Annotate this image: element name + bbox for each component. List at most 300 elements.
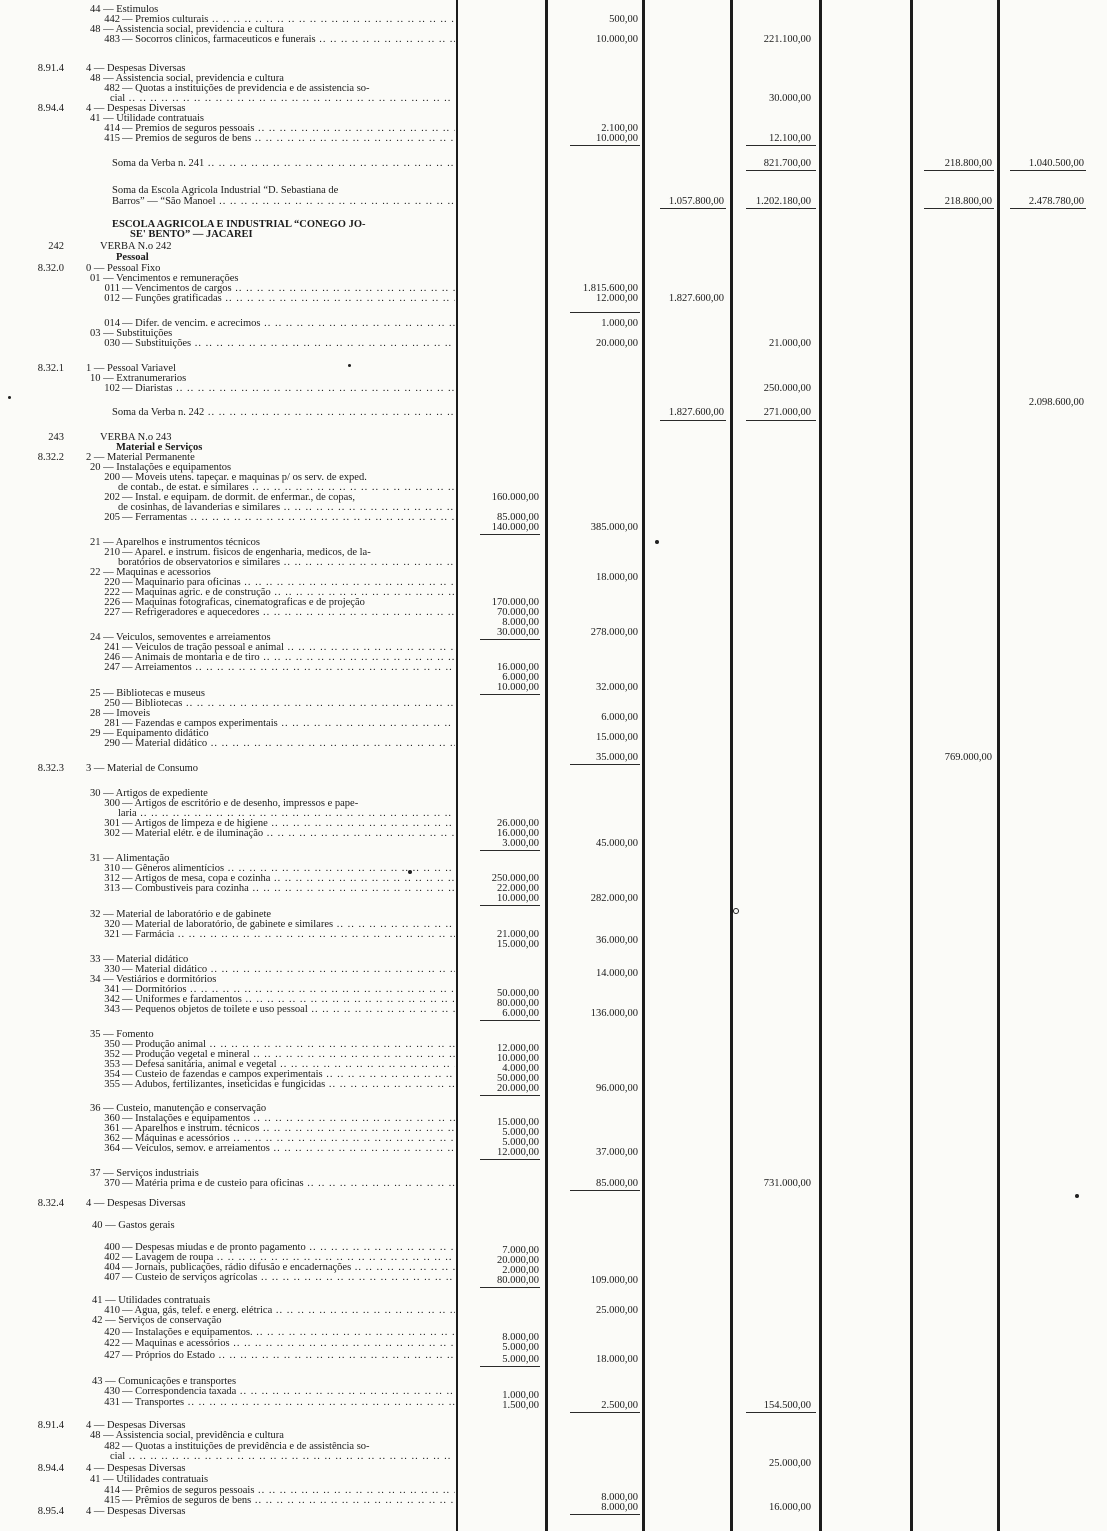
item-number: 200 [104, 472, 120, 483]
line-description: 37 — Serviços industriais [90, 1168, 199, 1179]
line-description: — Jornais, publicações, rádio difusão e encadernações .. .. [122, 1262, 455, 1273]
line-description: — Quotas a instituições de previdencia e de assistencia so- [122, 83, 370, 94]
line-description: — Material didático .. .. [122, 738, 455, 749]
item-number: 341 [104, 984, 120, 995]
item-number: 431 [104, 1397, 120, 1408]
line-description: — Matéria prima e de custeio para oficinas .. .. [122, 1178, 455, 1189]
item-number: 415 [104, 1495, 120, 1506]
line-description: — Dormitórios .. .. [122, 984, 455, 995]
amount-value: 30.000,00 [769, 93, 811, 104]
amount-line [0, 893, 1107, 904]
account-code: 242 [48, 241, 64, 252]
budget-line [0, 763, 1107, 774]
line-description: ESCOLA AGRICOLA E INDUSTRIAL “CONEGO JO- [112, 219, 366, 230]
amount-value: 218.800,00 [944, 196, 992, 207]
amount-value: 12.000,00 [596, 293, 638, 304]
item-number: 310 [104, 863, 120, 874]
item-number: 011 [104, 283, 120, 294]
sum-rule [746, 420, 816, 421]
account-code: 8.32.3 [37, 763, 64, 774]
line-description: 4 — Despesas Diversas [86, 103, 186, 114]
amount-value: 32.000,00 [596, 682, 638, 693]
line-description: 35 — Fomento [90, 1029, 154, 1040]
item-number: 205 [104, 512, 120, 523]
amount-value: 10.000,00 [596, 34, 638, 45]
amount-line [0, 1008, 1107, 1019]
sum-rule [480, 905, 540, 906]
item-number: 241 [104, 642, 120, 653]
amount-value: 1.827.600,00 [668, 407, 724, 418]
item-number: 210 [104, 547, 120, 558]
amount-value: 1.057.800,00 [668, 196, 724, 207]
line-description: — Pequenos objetos de toilete e uso pessoal .. .. [122, 1004, 455, 1015]
line-description: Material e Serviços [116, 442, 203, 453]
item-number: 402 [104, 1252, 120, 1263]
amount-line [0, 712, 1107, 723]
account-code: 8.32.4 [37, 1198, 64, 1209]
item-number: 360 [104, 1113, 120, 1124]
amount-value: 10.000,00 [497, 893, 539, 904]
amount-value: 80.000,00 [497, 998, 539, 1009]
amount-line [0, 14, 1107, 25]
amount-value: 5.000,00 [502, 1127, 539, 1138]
line-description: — Instal. e equipam. de dormit. de enfermar., de copas, [122, 492, 355, 503]
item-number: 246 [104, 652, 120, 663]
line-description: — Lavagem de roupa .. .. [122, 1252, 455, 1263]
amount-line [0, 1178, 1107, 1189]
line-description: — Produção animal .. .. [122, 1039, 455, 1050]
line-description: — Artigos de limpeza e de higiene .. .. [122, 818, 455, 829]
amount-value: 20.000,00 [497, 1255, 539, 1266]
sum-rule [480, 534, 540, 535]
line-description: — Maquinas e acessórios .. .. [122, 1338, 455, 1349]
amount-value: 6.000,00 [601, 712, 638, 723]
line-description: — Animais de montaria e de tiro .. .. [122, 652, 455, 663]
amount-value: 15.000,00 [497, 1117, 539, 1128]
item-number: 302 [104, 828, 120, 839]
line-description: — Produção vegetal e mineral .. .. [122, 1049, 455, 1060]
line-description: 32 — Material de laboratório e de gabinete [90, 909, 272, 920]
amount-value: 271.000,00 [763, 407, 811, 418]
amount-value: 250.000,00 [491, 873, 539, 884]
amount-line [0, 1083, 1107, 1094]
line-description: — Custeio de fazendas e campos experimentais .. .. [122, 1069, 455, 1080]
amount-line [0, 838, 1107, 849]
sum-rule [924, 208, 994, 209]
item-number: 281 [104, 718, 120, 729]
amount-value: 10.000,00 [497, 682, 539, 693]
amount-line [0, 383, 1107, 394]
amount-value: 8.000,00 [601, 1492, 638, 1503]
amount-value: 50.000,00 [497, 988, 539, 999]
account-code: 8.94.4 [37, 103, 64, 114]
line-description: 01 — Vencimentos e remunerações [90, 273, 239, 284]
item-number: 321 [104, 929, 120, 940]
amount-value: 385.000,00 [590, 522, 638, 533]
sum-rule [1010, 170, 1086, 171]
line-description: 22 — Maquinas e acessorios [90, 567, 211, 578]
amount-value: 21.000,00 [769, 338, 811, 349]
item-number: 361 [104, 1123, 120, 1134]
line-description: 36 — Custeio, manutenção e conservação [90, 1103, 267, 1114]
line-description: 1 — Pessoal Variavel [86, 363, 176, 374]
amount-value: 2.000,00 [502, 1265, 539, 1276]
amount-value: 18.000,00 [596, 1354, 638, 1365]
line-description: 40 — Gastos gerais [92, 1220, 175, 1231]
sum-rule [924, 170, 994, 171]
amount-line [0, 133, 1107, 144]
line-description: — Maquinario para oficinas .. .. [122, 577, 455, 588]
item-number: 227 [104, 607, 120, 618]
line-description: cial .. .. [110, 93, 455, 104]
account-code: 8.94.4 [37, 1463, 64, 1474]
amount-line [0, 682, 1107, 693]
amount-value: 45.000,00 [596, 838, 638, 849]
amount-line [0, 407, 1107, 418]
item-number: 342 [104, 994, 120, 1005]
sum-rule [480, 1020, 540, 1021]
amount-value: 16.000,00 [769, 1502, 811, 1513]
amount-value: 282.000,00 [590, 893, 638, 904]
amount-line [0, 1342, 1107, 1353]
line-description: — Substituições .. .. [122, 338, 455, 349]
amount-value: 2.100,00 [601, 123, 638, 134]
amount-line [0, 522, 1107, 533]
line-description: 4 — Despesas Diversas [86, 1463, 186, 1474]
item-number: 414 [104, 1485, 120, 1496]
sum-rule [480, 1159, 540, 1160]
item-number: 014 [104, 318, 120, 329]
line-description: — Agua, gás, telef. e energ. elétrica .. .. [122, 1305, 455, 1316]
budget-line [0, 1220, 1107, 1231]
amount-value: 1.000,00 [601, 318, 638, 329]
line-description: 48 — Assistencia social, previdencia e cultura [90, 73, 284, 84]
line-description: 25 — Bibliotecas e museus [90, 688, 205, 699]
line-description: — Farmácia .. .. [122, 929, 455, 940]
amount-value: 10.000,00 [497, 1053, 539, 1064]
amount-line [0, 93, 1107, 104]
line-description: — Veiculos de tração pessoal e animal .. .. [122, 642, 455, 653]
line-description: 48 — Assistencia social, previdência e cultura [90, 1430, 284, 1441]
line-description: boratórios de observatorios e similares .. .. [118, 557, 455, 568]
amount-line [0, 1502, 1107, 1513]
line-description: Barros” — “São Manoel .. .. [112, 196, 455, 207]
line-description: — Transportes .. .. [122, 1397, 455, 1408]
amount-value: 1.000,00 [502, 1390, 539, 1401]
line-description: — Artigos de mesa, copa e cozinha .. .. [122, 873, 455, 884]
sum-rule [570, 1190, 640, 1191]
line-description: — Instalações e equipamentos. .. .. [122, 1327, 455, 1338]
line-description: — Moveis utens. tapeçar. e maquinas p/ os serv. de exped. [122, 472, 367, 483]
amount-value: 35.000,00 [596, 752, 638, 763]
amount-value: 26.000,00 [497, 818, 539, 829]
sum-rule [746, 170, 816, 171]
amount-value: 6.000,00 [502, 672, 539, 683]
amount-value: 12.000,00 [497, 1147, 539, 1158]
line-description: — Gêneros alimentícios .. .. [122, 863, 455, 874]
sum-rule [1010, 208, 1086, 209]
amount-value: 500,00 [609, 14, 638, 25]
line-description: 43 — Comunicações e transportes [92, 1376, 237, 1387]
sum-rule [746, 1412, 816, 1413]
amount-value: 12.000,00 [497, 1043, 539, 1054]
amount-value: 22.000,00 [497, 883, 539, 894]
item-number: 482 [104, 1441, 120, 1452]
amount-value: 18.000,00 [596, 572, 638, 583]
amount-value: 25.000,00 [596, 1305, 638, 1316]
amount-line [0, 1400, 1107, 1411]
amount-value: 1.202.180,00 [755, 196, 811, 207]
item-number: 355 [104, 1079, 120, 1090]
amount-value: 80.000,00 [497, 1275, 539, 1286]
line-description: — Material didático .. .. [122, 964, 455, 975]
line-description: — Premios de seguros de bens .. .. [122, 133, 455, 144]
line-description: 10 — Extranumerarios [90, 373, 187, 384]
line-description: — Funções gratificadas .. .. [122, 293, 455, 304]
line-description: 42 — Serviços de conservação [92, 1315, 222, 1326]
line-description: — Adubos, fertilizantes, inseticidas e fungicidas .. .. [122, 1079, 455, 1090]
amount-line [0, 492, 1107, 503]
line-description: 4 — Despesas Diversas [86, 1420, 186, 1431]
sum-rule [746, 208, 816, 209]
amount-value: 8.000,00 [502, 1332, 539, 1343]
item-number: 427 [104, 1350, 120, 1361]
amount-value: 5.000,00 [502, 1354, 539, 1365]
item-number: 407 [104, 1272, 120, 1283]
line-description: — Socorros clinicos, farmaceuticos e funerais .. .. [122, 34, 455, 45]
amount-value: 1.040.500,00 [1028, 158, 1084, 169]
line-description: — Prêmios de seguros pessoais .. .. [122, 1485, 455, 1496]
amount-value: 21.000,00 [497, 929, 539, 940]
item-number: 483 [104, 34, 120, 45]
amount-value: 7.000,00 [502, 1245, 539, 1256]
amount-value: 50.000,00 [497, 1073, 539, 1084]
item-number: 320 [104, 919, 120, 930]
item-number: 415 [104, 133, 120, 144]
amount-value: 8.000,00 [502, 617, 539, 628]
account-code: 8.91.4 [37, 1420, 64, 1431]
item-number: 370 [104, 1178, 120, 1189]
item-number: 442 [104, 14, 120, 25]
line-description: 4 — Despesas Diversas [86, 1506, 186, 1517]
line-description: 0 — Pessoal Fixo [86, 263, 161, 274]
line-description: 29 — Equipamento didático [90, 728, 209, 739]
amount-value: 170.000,00 [491, 597, 539, 608]
sum-rule [480, 1366, 540, 1367]
sum-rule [746, 145, 816, 146]
amount-value: 109.000,00 [590, 1275, 638, 1286]
sum-rule [480, 1287, 540, 1288]
line-description: — Artigos de escritório e de desenho, impressos e pape- [122, 798, 359, 809]
line-description: 31 — Alimentação [90, 853, 170, 864]
item-number: 420 [104, 1327, 120, 1338]
amount-value: 2.500,00 [601, 1400, 638, 1411]
amount-value: 1.827.600,00 [668, 293, 724, 304]
line-description: Soma da Verba n. 242 .. .. [112, 407, 455, 418]
amount-value: 1.500,00 [502, 1400, 539, 1411]
line-description: 03 — Substituições [90, 328, 173, 339]
line-description: — Correspondencia taxada .. .. [122, 1386, 455, 1397]
amount-value: 1.815.600,00 [582, 283, 638, 294]
line-description: 20 — Instalações e equipamentos [90, 462, 232, 473]
budget-line [0, 1474, 1107, 1485]
line-description: — Material de laboratório, de gabinete e similares .. .. [122, 919, 455, 930]
sum-rule [570, 312, 640, 313]
amount-value: 821.700,00 [763, 158, 811, 169]
amount-value: 769.000,00 [944, 752, 992, 763]
item-number: 030 [104, 338, 120, 349]
item-number: 250 [104, 698, 120, 709]
line-description: — Máquinas e acessórios .. .. [122, 1133, 455, 1144]
amount-line [0, 196, 1107, 207]
line-description: 44 — Estimulos [90, 4, 159, 15]
line-description: — Premios culturais .. .. [122, 14, 455, 25]
item-number: 330 [104, 964, 120, 975]
amount-value: 2.098.600,00 [1028, 397, 1084, 408]
amount-line [0, 752, 1107, 763]
line-description: 21 — Aparelhos e instrumentos técnicos [90, 537, 261, 548]
line-description: — Difer. de vencim. e acrecimos .. .. [122, 318, 455, 329]
budget-line [0, 229, 1107, 240]
line-description: — Bibliotecas .. .. [122, 698, 455, 709]
line-description: — Premios de seguros pessoais .. .. [122, 123, 455, 134]
item-number: 300 [104, 798, 120, 809]
line-description: — Maquinas agric. e de construção .. .. [122, 587, 455, 598]
amount-line [0, 732, 1107, 743]
line-description: SE' BENTO” — JACAREI [130, 229, 253, 240]
amount-value: 70.000,00 [497, 607, 539, 618]
line-description: — Material elétr. e de iluminação .. .. [122, 828, 455, 839]
line-description: de cosinhas, de lavanderias e similares .. .. [118, 502, 455, 513]
amount-value: 16.000,00 [497, 662, 539, 673]
item-number: 404 [104, 1262, 120, 1273]
line-description: 41 — Utilidades contratuais [90, 1474, 209, 1485]
line-description: 3 — Material de Consumo [86, 763, 198, 774]
amount-value: 16.000,00 [497, 828, 539, 839]
line-description: 2 — Material Permanente [86, 452, 195, 463]
amount-line [0, 1275, 1107, 1286]
line-description: 30 — Artigos de expediente [90, 788, 208, 799]
line-description: VERBA N.o 243 [100, 432, 172, 443]
item-number: 430 [104, 1386, 120, 1397]
budget-line [0, 1430, 1107, 1441]
amount-line [0, 968, 1107, 979]
line-description: — Maquinas fotograficas, cinematograficas e de projeção [122, 597, 365, 608]
amount-line [0, 627, 1107, 638]
line-description: — Ferramentas .. .. [122, 512, 455, 523]
line-description: 28 — Imoveis [90, 708, 151, 719]
line-description: — Defesa sanitária, animal e vegetal .. .. [122, 1059, 455, 1070]
item-number: 343 [104, 1004, 120, 1015]
line-description: — Instalações e equipamentos .. .. [122, 1113, 455, 1124]
amount-value: 218.800,00 [944, 158, 992, 169]
line-description: — Aparelhos e instrum. técnicos .. .. [122, 1123, 455, 1134]
sum-rule [480, 1095, 540, 1096]
amount-value: 160.000,00 [491, 492, 539, 503]
line-description: — Uniformes e fardamentos .. .. [122, 994, 455, 1005]
line-description: Soma da Escola Agricola Industrial “D. Sebastiana de [112, 185, 339, 196]
line-description: — Quotas a instituições de previdência e de assistência so- [122, 1441, 370, 1452]
line-description: 24 — Veiculos, semoventes e arreiamentos [90, 632, 271, 643]
amount-value: 20.000,00 [596, 338, 638, 349]
line-description: — Refrigeradores e aquecedores .. .. [122, 607, 455, 618]
amount-value: 278.000,00 [590, 627, 638, 638]
budget-line [0, 1198, 1107, 1209]
amount-value: 15.000,00 [596, 732, 638, 743]
amount-value: 15.000,00 [497, 939, 539, 950]
line-description: laria .. .. [118, 808, 455, 819]
line-description: 33 — Material didático [90, 954, 189, 965]
item-number: 312 [104, 873, 120, 884]
amount-value: 4.000,00 [502, 1063, 539, 1074]
amount-value: 14.000,00 [596, 968, 638, 979]
amount-value: 136.000,00 [590, 1008, 638, 1019]
amount-line [0, 293, 1107, 304]
amount-value: 85.000,00 [497, 512, 539, 523]
item-number: 482 [104, 83, 120, 94]
line-description: — Despesas miudas e de pronto pagamento .. .. [122, 1242, 455, 1253]
item-number: 247 [104, 662, 120, 673]
amount-value: 5.000,00 [502, 1342, 539, 1353]
amount-value: 3.000,00 [502, 838, 539, 849]
amount-value: 250.000,00 [763, 383, 811, 394]
item-number: 202 [104, 492, 120, 503]
account-code: 8.91.4 [37, 63, 64, 74]
amount-value: 25.000,00 [769, 1458, 811, 1469]
account-code: 8.32.2 [37, 452, 64, 463]
amount-value: 36.000,00 [596, 935, 638, 946]
account-code: 8.95.4 [37, 1506, 64, 1517]
item-number: 102 [104, 383, 120, 394]
amount-value: 96.000,00 [596, 1083, 638, 1094]
item-number: 353 [104, 1059, 120, 1070]
amount-value: 20.000,00 [497, 1083, 539, 1094]
item-number: 410 [104, 1305, 120, 1316]
budget-line [0, 185, 1107, 196]
amount-line [0, 318, 1107, 329]
account-code: 8.32.0 [37, 263, 64, 274]
amount-line [0, 935, 1107, 946]
amount-value: 12.100,00 [769, 133, 811, 144]
line-description: Soma da Verba n. 241 .. .. [112, 158, 455, 169]
amount-value: 8.000,00 [601, 1502, 638, 1513]
sum-rule [660, 420, 726, 421]
amount-line [0, 572, 1107, 583]
item-number: 350 [104, 1039, 120, 1050]
line-description: — Aparel. e instrum. fisicos de engenharia, medicos, de la- [122, 547, 371, 558]
sum-rule [570, 1412, 640, 1413]
item-number: 222 [104, 587, 120, 598]
amount-line [0, 338, 1107, 349]
line-description: — Veículos, semov. e arreiamentos .. .. [122, 1143, 455, 1154]
line-description: — Custeio de serviços agrícolas .. .. [122, 1272, 455, 1283]
budget-line [0, 241, 1107, 252]
item-number: 012 [104, 293, 120, 304]
amount-line [0, 1354, 1107, 1365]
amount-line [0, 1147, 1107, 1158]
amount-value: 154.500,00 [763, 1400, 811, 1411]
line-description: de contab., de estat. e similares .. .. [118, 482, 455, 493]
item-number: 364 [104, 1143, 120, 1154]
sum-rule [480, 850, 540, 851]
line-description: cial .. .. [110, 1451, 455, 1462]
budget-line [0, 252, 1107, 263]
line-description: — Próprios do Estado .. .. [122, 1350, 455, 1361]
line-description: 4 — Despesas Diversas [86, 63, 186, 74]
line-description: — Combustiveis para cozinha .. .. [122, 883, 455, 894]
item-number: 354 [104, 1069, 120, 1080]
item-number: 301 [104, 818, 120, 829]
